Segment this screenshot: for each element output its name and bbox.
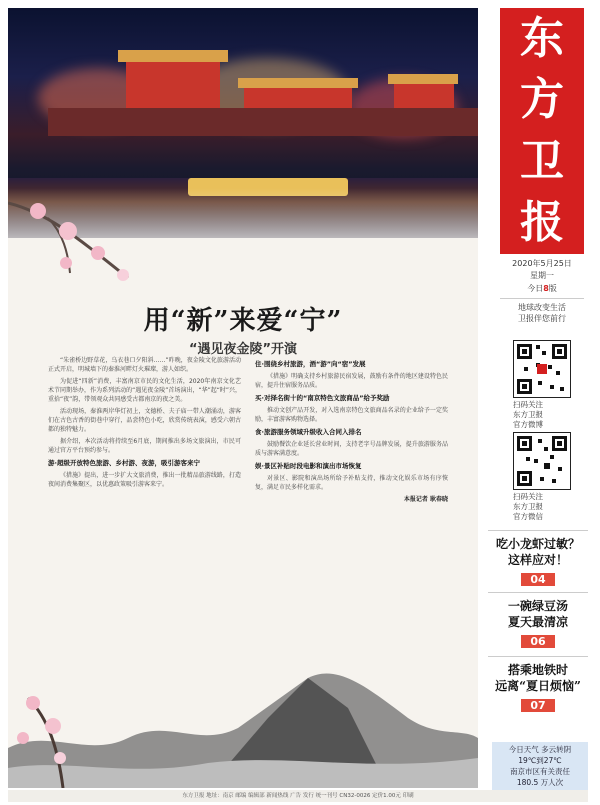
weather-line: 南京市区有关责任 <box>510 767 570 776</box>
article-paragraph: 《措施》明确支持乡村旅游民宿发展，鼓励有条件的地区建设特色民宿，提升住宿服务品质。 <box>255 373 448 389</box>
byline: 本报记者 耿春晓 <box>403 496 448 503</box>
section-heading: 买·对择名街十的“南京特色文旅商品”给予奖励 <box>255 394 390 402</box>
qr-label-line: 扫码关注 <box>513 492 543 501</box>
section-heading: 游·超级开放特色旅游、乡村游、夜游，吸引游客来宁 <box>48 459 200 467</box>
article-column-2 <box>255 356 448 656</box>
promo-title: 夏天最清凉 <box>507 615 568 629</box>
promo-title: 一碗绿豆汤 <box>507 599 568 613</box>
promo-page-number: 07 <box>521 699 555 712</box>
qr-label-line: 官方微博 <box>513 420 543 429</box>
section-heading: 食·旅游服务领域升级收入合同入排名 <box>255 428 362 436</box>
qr-label-line: 东方卫报 <box>513 410 543 419</box>
page-count <box>500 283 584 294</box>
weather-line: 19℃到27℃ <box>518 756 562 765</box>
slogan-line: 地球改变生活 <box>518 303 566 312</box>
article-column-1 <box>48 356 241 656</box>
weather-line: 180.5 万人次 <box>516 778 564 787</box>
promo-item[interactable] <box>488 536 588 587</box>
front-page-main <box>8 8 478 788</box>
wechat-qr-code[interactable] <box>513 432 571 490</box>
masthead-char: 东 <box>520 12 564 64</box>
promo-page-number: 06 <box>521 635 555 648</box>
weibo-qr-code[interactable] <box>513 340 571 398</box>
promo-title: 搭乘地铁时 <box>507 663 568 677</box>
article-paragraph: 活动现场，秦淮两岸华灯初上，文德桥、夫子庙一带人潮涌动，游客们在古色古香的街巷中穿行，品尝特色小吃，欣赏传统表演，感受六朝古都的独特魅力。 <box>48 408 241 433</box>
slogan <box>500 298 584 324</box>
issue-date <box>500 258 584 282</box>
promo-page-number: 04 <box>521 573 555 586</box>
footer-imprint: 东方卫报 地址：南京 邮编 编辑部 新闻热线 广告 发行 统一刊号 CN32-0026 定价1.00元 印刷 <box>8 790 588 802</box>
qr-label-line: 官方微信 <box>513 512 543 521</box>
masthead-char: 报 <box>520 197 564 249</box>
article-paragraph: 为促进“四新”消费，丰富南京市民的文化生活，2020年南京文化艺术节同期举办，作为系列活动的“遇见夜金陵”首场演出，“华”起“时”兴，重拾“夜”韵，带领观众共同感受古都南京的夜之美。 <box>48 378 241 403</box>
page-count-suffix: 版 <box>548 284 557 293</box>
article-body <box>48 356 448 656</box>
article-paragraph: 据介绍，本次活动将持续至6月底，期间推出多场文旅演出，市民可通过官方平台预约参与。 <box>48 438 241 454</box>
plum-blossom-top-decoration <box>8 183 158 293</box>
ink-mountain-decoration <box>8 658 478 788</box>
masthead-char: 卫 <box>520 135 564 187</box>
qr-label-line: 扫码关注 <box>513 400 543 409</box>
article-paragraph: 鼓励餐饮企业延长营业时间，支持老字号品牌发展，提升旅游服务品质与游客满意度。 <box>255 441 448 457</box>
headline: 用“新”来爱“宁” <box>143 306 343 336</box>
section-heading: 住·围绕乡村旅游，酒“游”向“宿”发展 <box>255 360 366 368</box>
issue-weekday: 星期一 <box>530 271 554 280</box>
subheadline: “遇见夜金陵”开演 <box>188 342 298 357</box>
page-count-number: 8 <box>543 284 549 293</box>
promo-title: 吃小龙虾过敏？ <box>495 537 580 551</box>
article-paragraph: “朱雀桥边野草花，乌衣巷口夕阳斜……”昨晚，夜金陵文化旅游活动正式开启，明城墙下的秦淮河畔灯火璀璨，游人如织。 <box>48 357 241 373</box>
article-paragraph: 推动文创产品开发，对入选南京特色文旅商品名录的企业给予一定奖励，丰富游客购物选择。 <box>255 407 448 423</box>
issue-date-text: 2020年5月25日 <box>512 259 572 268</box>
article-paragraph: 《措施》提出，进一步扩大文旅消费，推出一批精品旅游线路，打造夜间消费集聚区，以优惠政策吸引游客来宁。 <box>48 472 241 488</box>
weather-box <box>492 742 588 790</box>
masthead <box>500 8 584 254</box>
masthead-char: 方 <box>520 74 564 126</box>
promo-title: 这样应对！ <box>507 553 568 567</box>
section-heading: 娱·景区补贴时段电影和演出市场恢复 <box>255 462 362 470</box>
qr-weibo-label <box>513 400 543 430</box>
page-count-prefix: 今日 <box>527 284 544 293</box>
promo-item[interactable] <box>488 662 588 713</box>
promo-item[interactable] <box>488 598 588 649</box>
article-paragraph: 对景区、影院和演出场所给予补贴支持，推动文化娱乐市场有序恢复，满足市民多样化需求。 <box>255 475 448 491</box>
slogan-line: 卫报伴您前行 <box>518 314 566 323</box>
promo-title: 远离“夏日烦恼” <box>495 679 581 693</box>
qr-wechat-label <box>513 492 543 522</box>
weather-line: 今日天气 多云转阴 <box>508 745 572 754</box>
qr-label-line: 东方卫报 <box>513 502 543 511</box>
